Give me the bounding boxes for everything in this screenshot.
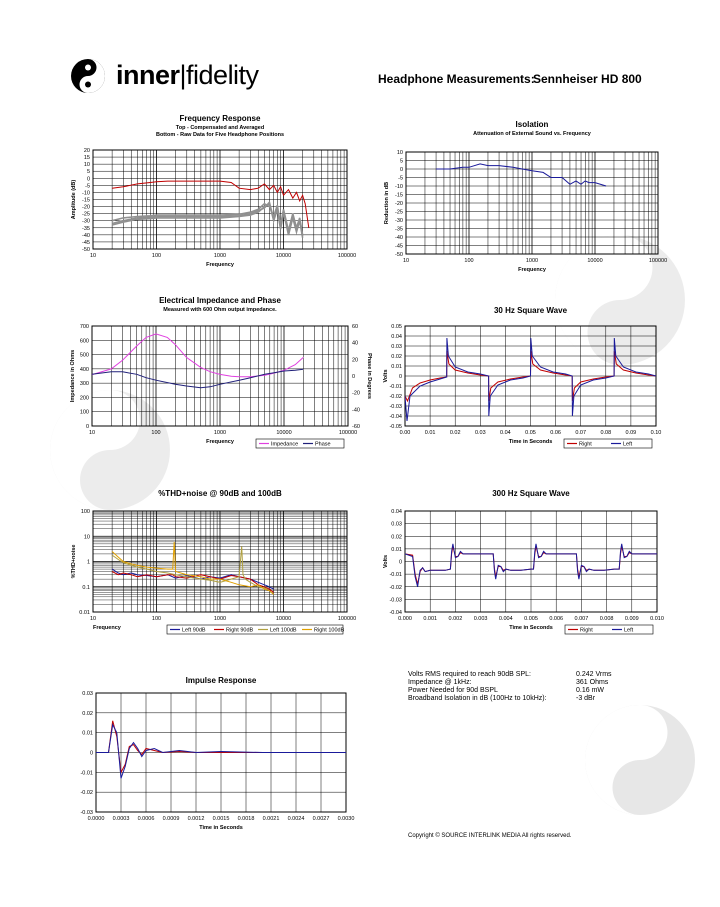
- y-tick-label: -35: [395, 226, 403, 233]
- x-tick-label: 10: [89, 616, 97, 622]
- logo-wordmark: [116, 60, 259, 91]
- x-axis-label: Frequency: [206, 439, 234, 445]
- x-tick-label: 0.07: [575, 430, 587, 436]
- chart-title: Electrical Impedance and Phase: [159, 296, 281, 305]
- y-tick-label: -25: [82, 211, 90, 218]
- headphone-model: Sennheiser HD 800: [533, 72, 642, 86]
- legend-label: Impedance: [271, 441, 299, 448]
- x-tick-label: 0.003: [473, 616, 488, 622]
- x-tick-label: 0.03: [474, 430, 486, 436]
- y-tick-label: 100: [80, 509, 90, 515]
- logo-word-inner: inner: [116, 60, 180, 90]
- y-tick-label: 5: [86, 169, 90, 176]
- x-tick-label: 10: [88, 430, 96, 436]
- y-tick-label: -0.04: [389, 414, 402, 420]
- x-tick-label: 0.0000: [87, 816, 105, 822]
- y-axis-label: Amplitude (dB): [71, 179, 77, 220]
- y-tick-label: 0: [89, 750, 93, 757]
- chart-subtitle: Bottom - Raw Data for Five Headphone Positions: [155, 132, 285, 138]
- y-tick-label: -0.01: [389, 572, 402, 579]
- x-tick-label: 0.002: [448, 616, 463, 622]
- x-tick-label: 0.0015: [212, 816, 230, 822]
- y-tick-label: 0: [398, 559, 402, 566]
- chart-imr: [80, 676, 354, 831]
- y-tick-label: -0.02: [80, 790, 93, 797]
- y2-axis-label: Phase in Degrees: [366, 353, 372, 399]
- x-tick-label: 0.04: [500, 430, 511, 436]
- x-tick-label: 0.09: [625, 430, 637, 436]
- x-tick-label: 10000: [276, 430, 292, 436]
- y-tick-label: 0.01: [391, 364, 402, 370]
- x-tick-label: 100: [464, 258, 474, 264]
- y-tick-label: -10: [395, 184, 403, 190]
- y-tick-label: -0.01: [389, 384, 402, 390]
- chart-legend: [256, 439, 344, 448]
- y-tick-label: 700: [79, 324, 89, 330]
- y-tick-label: -0.04: [389, 610, 402, 616]
- legend-label: Right 90dB: [226, 627, 254, 634]
- x-axis-label: Frequency: [206, 262, 234, 268]
- y-tick-label: 0.1: [82, 584, 90, 591]
- x-tick-label: 10: [402, 258, 410, 264]
- y2-tick-label: 20: [352, 357, 359, 364]
- stat-value: -3 dBr: [576, 695, 596, 702]
- chart-title: 300 Hz Square Wave: [492, 489, 570, 498]
- x-tick-label: 0.0003: [112, 816, 130, 822]
- x-tick-label: 0.006: [549, 616, 564, 622]
- y-axis-label: Volts: [383, 554, 389, 569]
- y-tick-label: -0.02: [389, 394, 402, 400]
- y-tick-label: 0.01: [82, 730, 93, 737]
- logo-separator: |: [179, 60, 187, 90]
- y-tick-label: 0.01: [391, 546, 402, 553]
- logo-icon: [71, 59, 105, 93]
- x-tick-label: 1000: [525, 258, 539, 264]
- stat-row: [408, 695, 668, 703]
- x-tick-label: 0.0024: [287, 816, 305, 822]
- yin-yang-watermark-right-bottom: [585, 705, 695, 815]
- y-tick-label: 0: [86, 176, 90, 183]
- y-tick-label: 0.03: [391, 344, 402, 350]
- stat-label: Power Needed for 90d BSPL: [408, 687, 498, 694]
- chart-subtitle: Measured with 600 Ohm output impedance.: [163, 307, 277, 313]
- x-tick-label: 1000: [213, 430, 227, 436]
- stat-label: Impedance @ 1kHz:: [408, 679, 472, 686]
- x-tick-label: 1000: [213, 253, 227, 259]
- x-tick-label: 0.0006: [137, 816, 155, 822]
- stat-row: [408, 671, 668, 679]
- section-label: Headphone Measurements:: [378, 72, 535, 86]
- y-tick-label: 0.03: [391, 521, 402, 528]
- y-tick-label: -10: [82, 190, 90, 197]
- x-axis-label: Time in Seconds: [509, 625, 553, 631]
- x-tick-label: 0.05: [525, 430, 536, 436]
- y-tick-label: -0.05: [389, 424, 402, 430]
- y-tick-label: -30: [82, 218, 90, 225]
- series-line-phase: [92, 369, 303, 387]
- x-tick-label: 100000: [648, 258, 668, 264]
- stat-value: 0.242 Vrms: [576, 671, 612, 678]
- legend-label: Left 100dB: [270, 627, 297, 634]
- legend-label: Right 100dB: [314, 627, 345, 634]
- y-tick-label: 300: [79, 381, 89, 388]
- x-tick-label: 0.009: [624, 616, 639, 622]
- y-tick-label: -5: [85, 183, 90, 190]
- y-tick-label: -0.03: [389, 597, 402, 604]
- y-tick-label: -50: [395, 252, 403, 258]
- logo-word-fidelity: fidelity: [186, 60, 259, 90]
- legend-label: Right: [579, 441, 592, 448]
- y-tick-label: 500: [79, 352, 89, 359]
- y-tick-label: 1: [86, 559, 90, 566]
- x-tick-label: 0.08: [600, 430, 612, 436]
- y-tick-label: -35: [82, 225, 90, 232]
- y-tick-label: -50: [82, 247, 90, 253]
- y-tick-label: 10: [396, 150, 403, 156]
- y-tick-label: 0.02: [82, 710, 93, 717]
- y-tick-label: -0.03: [80, 810, 93, 816]
- series-line-isolation: [436, 164, 606, 186]
- chart-title: Isolation: [515, 120, 549, 129]
- x-tick-label: 1000: [213, 616, 227, 622]
- x-axis-label: Frequency: [518, 267, 546, 273]
- chart-title: Frequency Response: [179, 114, 261, 123]
- x-tick-label: 0.010: [650, 616, 664, 622]
- x-tick-label: 0.000: [398, 616, 412, 622]
- legend-label: Left: [624, 627, 634, 634]
- y-tick-label: -0.01: [80, 770, 93, 777]
- x-tick-label: 10000: [275, 616, 292, 622]
- chart-legend: [565, 625, 653, 634]
- x-tick-label: 0.005: [524, 616, 538, 622]
- stat-label: Volts RMS required to reach 90dB SPL:: [408, 671, 531, 678]
- y-tick-label: -45: [395, 243, 403, 250]
- x-tick-label: 0.10: [650, 430, 662, 436]
- chart-title: 30 Hz Square Wave: [493, 306, 568, 315]
- stats-block: [408, 671, 668, 703]
- x-tick-label: 0.0027: [312, 816, 330, 822]
- y-tick-label: 10: [83, 534, 90, 541]
- x-tick-label: 0.008: [599, 616, 614, 622]
- y-tick-label: 0.04: [391, 334, 402, 340]
- chart-legend: [167, 625, 345, 634]
- x-tick-label: 0.00: [399, 430, 411, 436]
- y-tick-label: -20: [395, 201, 403, 207]
- x-axis-label: Time in Seconds: [508, 439, 553, 445]
- x-tick-label: 0.01: [424, 430, 436, 436]
- x-tick-label: 10000: [587, 258, 603, 264]
- x-tick-label: 100000: [337, 253, 357, 259]
- x-tick-label: 0.0009: [162, 816, 180, 822]
- chart-fr: [71, 114, 356, 268]
- y-tick-label: 0.05: [391, 324, 402, 330]
- y-tick-label: 0: [399, 167, 403, 173]
- y-tick-label: 600: [79, 338, 89, 345]
- y-tick-label: -25: [395, 209, 403, 216]
- legend-label: Left 90dB: [182, 627, 206, 634]
- x-tick-label: 100000: [337, 616, 357, 622]
- legend-label: Right: [580, 627, 593, 634]
- y-tick-label: 0.02: [391, 534, 402, 541]
- y-axis-label: Impedance in Ohms: [70, 349, 76, 403]
- y-tick-label: 15: [83, 155, 90, 162]
- y-tick-label: 200: [79, 395, 89, 402]
- stat-row: [408, 679, 668, 687]
- yin-yang-watermark-left: [50, 390, 170, 510]
- chart-subtitle: Attenuation of External Sound vs. Frequency: [473, 131, 591, 137]
- y2-tick-label: 0: [352, 374, 356, 380]
- x-tick-label: 100: [151, 430, 161, 436]
- y-tick-label: 0.01: [79, 610, 90, 616]
- y-tick-label: -40: [395, 235, 403, 241]
- x-tick-label: 0.004: [498, 616, 513, 622]
- x-tick-label: 100000: [338, 430, 358, 436]
- x-tick-label: 10000: [275, 253, 292, 259]
- y-tick-label: 0: [398, 374, 402, 380]
- y-tick-label: 100: [79, 409, 89, 416]
- y2-tick-label: -40: [352, 407, 360, 414]
- chart-thd: [71, 489, 356, 634]
- x-tick-label: 0.02: [449, 430, 461, 436]
- y-axis-label: %THD+noise: [71, 544, 77, 579]
- y2-tick-label: -20: [352, 390, 360, 397]
- stat-row: [408, 687, 668, 695]
- y-tick-label: -0.02: [389, 584, 402, 591]
- chart-title: %THD+noise @ 90dB and 100dB: [158, 489, 282, 498]
- y-tick-label: -15: [395, 192, 403, 199]
- x-tick-label: 0.001: [423, 616, 438, 622]
- chart-subtitle: Top - Compensated and Averaged: [175, 125, 265, 131]
- x-tick-label: 100: [151, 253, 162, 259]
- x-tick-label: 0.0012: [187, 816, 205, 822]
- y-tick-label: 5: [399, 158, 403, 165]
- y-tick-label: -20: [82, 204, 90, 211]
- stat-value: 0.16 mW: [576, 687, 605, 694]
- y-tick-label: -30: [395, 218, 403, 224]
- y2-tick-label: 60: [352, 324, 359, 330]
- x-tick-label: 0.007: [574, 616, 589, 622]
- y-tick-label: -15: [82, 197, 90, 204]
- copyright-notice: Copyright © SOURCE INTERLINK MEDIA All rights reserved.: [408, 833, 572, 839]
- y2-tick-label: -60: [352, 424, 360, 430]
- x-tick-label: 0.06: [550, 430, 561, 436]
- y-tick-label: -0.03: [389, 404, 402, 410]
- chart-title: Impulse Response: [185, 676, 257, 685]
- y-tick-label: 0.03: [82, 691, 93, 697]
- y-tick-label: 400: [79, 366, 89, 373]
- y-tick-label: 10: [83, 162, 90, 169]
- legend-label: Phase: [315, 441, 331, 448]
- x-axis-label: Time in Seconds: [199, 825, 243, 831]
- x-tick-label: 10: [89, 253, 97, 259]
- stat-label: Broadband Isolation in dB (100Hz to 10kHz):: [408, 695, 547, 702]
- series-line-left-100db: [112, 546, 274, 594]
- y-tick-label: 0: [85, 424, 89, 430]
- y-tick-label: 20: [83, 148, 90, 154]
- y-tick-label: -40: [82, 232, 90, 239]
- x-tick-label: 0.0030: [337, 816, 355, 822]
- y-tick-label: -5: [398, 175, 403, 182]
- stat-value: 361 Ohms: [576, 679, 609, 686]
- x-axis-label: Frequency: [93, 625, 121, 631]
- y-axis-label: Volts: [383, 369, 389, 383]
- x-tick-label: 0.0021: [262, 816, 280, 822]
- chart-legend: [564, 439, 652, 448]
- y-axis-label: Reduction in dB: [384, 181, 390, 225]
- chart-sq300: [383, 489, 664, 634]
- x-tick-label: 100: [151, 616, 162, 622]
- y-tick-label: -45: [82, 239, 90, 246]
- y-tick-label: 0.04: [391, 509, 402, 515]
- legend-label: Left: [623, 441, 633, 448]
- y-tick-label: 0.02: [391, 354, 402, 360]
- x-tick-label: 0.0018: [237, 816, 255, 822]
- y2-tick-label: 40: [352, 340, 359, 347]
